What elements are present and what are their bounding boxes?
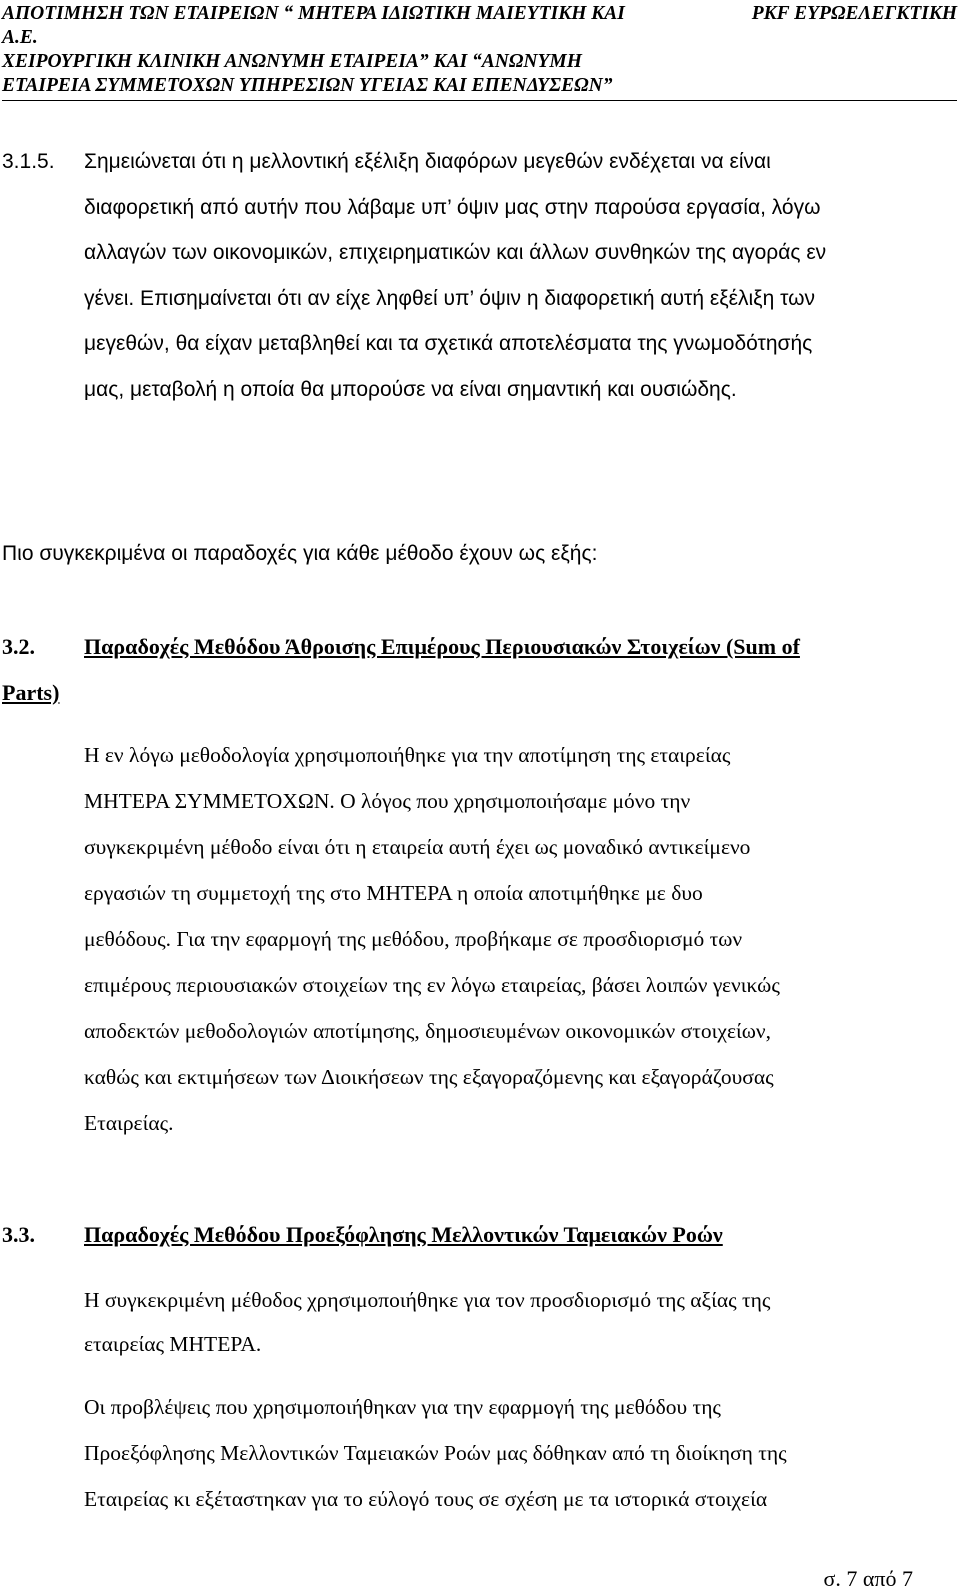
paragraph-line: Οι προβλέψεις που χρησιμοποιήθηκαν για την εφαρμογή της μεθόδου της [84,1395,721,1419]
paragraph-line: επιμέρους περιουσιακών στοιχείων της εν λόγω εταιρείας, βάσει λοιπών γενικώς [84,973,780,997]
running-header [2,2,957,98]
paragraph-line: αλλαγών των οικονομικών, επιχειρηματικών και άλλων συνθηκών της αγοράς εν [84,241,827,264]
section-3-3-heading [2,1220,955,1250]
header-title-line-2: Α.Ε. [2,27,38,48]
header-title-line-4: ΕΤΑΙΡΕΙΑ ΣΥΜΜΕΤΟΧΩΝ ΥΠΗΡΕΣΙΩΝ ΥΓΕΙΑΣ ΚΑΙ ΕΠΕΝΔΥΣΕΩΝ” [2,75,613,96]
header-rule [2,100,957,101]
methods-intro: Πιο συγκεκριμένα οι παραδοχές για κάθε μέθοδο έχουν ως εξής: [2,542,598,565]
paragraph-line: γένει. Επισημαίνεται ότι αν είχε ληφθεί υπ’ όψιν η διαφορετική αυτή εξέλιξη των [84,286,815,310]
paragraph-line: μεθόδους. Για την εφαρμογή της μεθόδου, προβήκαμε σε προσδιορισμό των [84,927,743,951]
paragraph-line: καθώς και εκτιμήσεων των Διοικήσεων της εξαγοραζόμενης και εξαγοράζουσας [84,1065,774,1089]
paragraph-line: Η εν λόγω μεθοδολογία χρησιμοποιήθηκε για την αποτίμηση της εταιρείας [84,743,731,767]
header-firm-name: PKF ΕΥΡΩΕΛΕΓΚΤΙΚΗ [751,3,957,24]
section-3-3-paragraph-2 [84,1384,955,1522]
section-title-continued: Parts) [2,679,60,705]
section-title: Παραδοχές Μεθόδου Άθροισης Επιμέρους Περιουσιακών Στοιχείων (Sum of [84,634,800,659]
paragraph-line: Σημειώνεται ότι η μελλοντική εξέλιξη διαφόρων μεγεθών ενδέχεται να είναι [84,150,771,173]
paragraph-line: μεγεθών, θα είχαν μεταβληθεί και τα σχετικά αποτελέσματα της γνωμοδότησής [84,332,813,355]
section-number: 3.1.5. [2,150,55,173]
paragraph-line: Εταιρείας. [84,1111,174,1135]
paragraph-line: εταιρείας ΜΗΤΕΡΑ. [84,1332,262,1356]
paragraph-line: συγκεκριμένη μέθοδο είναι ότι η εταιρεία αυτή έχει ως μοναδικό αντικείμενο [84,835,751,859]
section-number: 3.3. [2,1222,35,1247]
paragraph-line: Προεξόφλησης Μελλοντικών Ταμειακών Ροών μας δόθηκαν από τη διοίκηση της [84,1441,787,1465]
paragraph-line: ΜΗΤΕΡΑ ΣΥΜΜΕΤΟΧΩΝ. Ο λόγος που χρησιμοποιήσαμε μόνο την [84,789,691,813]
paragraph-line: διαφορετική από αυτήν που λάβαμε υπ’ όψιν μας στην παρούσα εργασία, λόγω [84,195,821,219]
page-number: σ. 7 από 7 [823,1566,913,1591]
paragraph-line: μας, μεταβολή η οποία θα μπορούσε να είναι σημαντική και ουσιώδης. [84,377,737,401]
header-title-line-1: ΑΠΟΤΙΜΗΣΗ ΤΩΝ ΕΤΑΙΡΕΙΩΝ “ ΜΗΤΕΡΑ ΙΔΙΩΤΙΚΗ ΜΑΙΕΥΤΙΚΗ ΚΑΙ [2,3,625,24]
section-title: Παραδοχές Μεθόδου Προεξόφλησης Μελλοντικών Ταμειακών Ροών [84,1222,723,1247]
paragraph-line: Εταιρείας κι εξέταστηκαν για το εύλογό τους σε σχέση με τα ιστορικά στοιχεία [84,1487,768,1511]
section-3-2-paragraph [84,732,955,1146]
paragraph-line: Η συγκεκριμένη μέθοδος χρησιμοποιήθηκε για τον προσδιορισμό της αξίας της [84,1288,771,1312]
paragraph-line: αποδεκτών μεθοδολογιών αποτίμησης, δημοσιευμένων οικονομικών στοιχείων, [84,1019,772,1043]
paragraph-line: εργασιών τη συμμετοχή της στο ΜΗΤΕΡΑ η οποία αποτιμήθηκε με δυο [84,881,703,905]
section-number: 3.2. [2,634,35,659]
section-3-3-paragraph-1 [84,1278,955,1366]
section-3-1-5-paragraph [2,139,955,412]
header-title-line-3: ΧΕΙΡΟΥΡΓΙΚΗ ΚΛΙΝΙΚΗ ΑΝΩΝΥΜΗ ΕΤΑΙΡΕΙΑ” ΚΑΙ “ΑΝΩΝΥΜΗ [2,51,582,72]
section-3-2-heading [2,624,955,715]
